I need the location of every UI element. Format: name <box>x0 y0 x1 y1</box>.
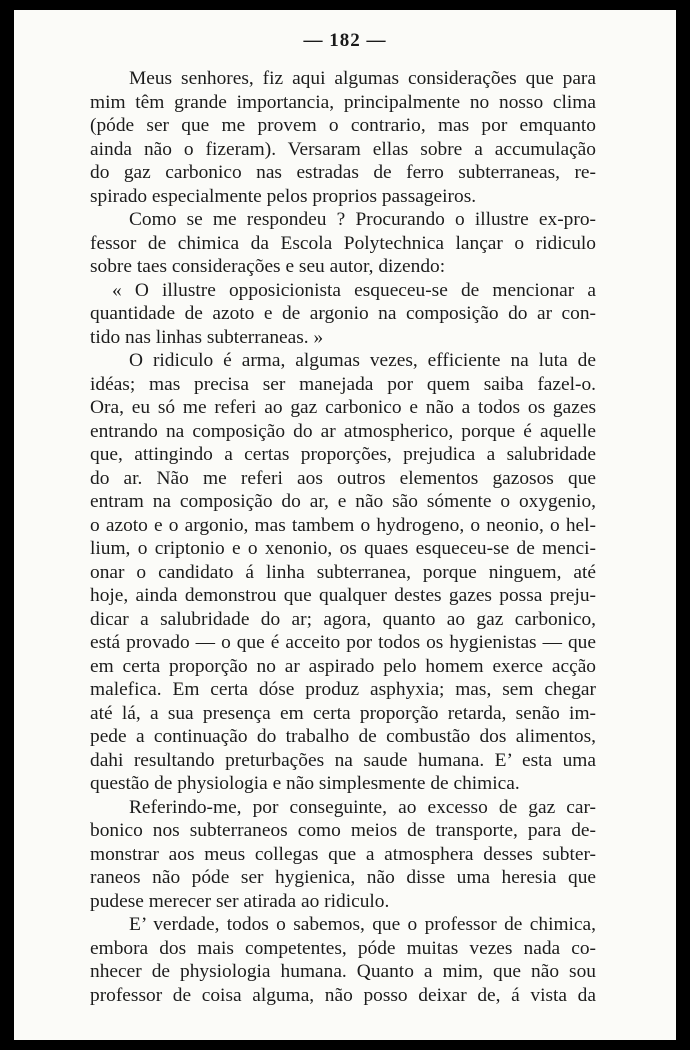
text-line: malefica. Em certa dóse produz asphyxia; mas, sem chegar <box>90 679 596 700</box>
paragraph <box>90 279 596 350</box>
text-line: onar o candidato á linha subterranea, porque ninguem, até <box>90 561 596 583</box>
text-line: spirado especialmente pelos proprios passageiros. <box>90 185 477 207</box>
text-line: E’ verdade, todos o sabemos, que o professor de chimica, <box>129 914 596 935</box>
text-line: professor de coisa alguma, não posso deixar de, á vista da <box>90 984 596 1006</box>
text-line: fessor de chimica da Escola Polytechnica lançar o ridiculo <box>90 232 596 254</box>
text-line: lium, o criptonio e o xenonio, os quaes esqueceu-se de menci- <box>90 538 596 559</box>
text-line: hoje, ainda demonstrou que qualquer destes gazes possa preju- <box>90 585 596 606</box>
text-line: bonico nos subterraneos como meios de transporte, para de- <box>90 820 596 841</box>
text-line: do gaz carbonico nas estradas de ferro subterraneas, re- <box>90 162 596 183</box>
text-line: monstrar aos meus collegas que a atmosphera desses subter- <box>90 843 596 865</box>
text-line: (póde ser que me provem o contrario, mas por emquanto <box>90 115 596 136</box>
text-line: Ora, eu só me referi ao gaz carbonico e não a todos os gazes <box>90 397 596 418</box>
text-line: O ridiculo é arma, algumas vezes, efficiente na luta de <box>129 350 596 371</box>
text-line: o azoto e o argonio, mas tambem o hydrogeno, o neonio, o hel- <box>90 514 596 536</box>
text-line: raneos não póde ser hygienica, não disse uma heresia que <box>90 867 596 888</box>
paragraph <box>90 796 596 914</box>
text-line: nhecer de physiologia humana. Quanto a mim, que não sou <box>90 961 596 982</box>
text-line: ainda não o fizeram). Versaram ellas sobre a accumulação <box>90 138 596 160</box>
text-line: embora dos mais competentes, póde muitas vezes nada co- <box>90 937 596 959</box>
text-line: pede a continuação do trabalho de combustão dos alimentos, <box>90 726 596 747</box>
text-line: quantidade de azoto e de argonio na composição do ar con- <box>90 303 596 324</box>
text-line: Como se me respondeu ? Procurando o illustre ex-pro- <box>129 209 596 230</box>
text-line: dahi resultando preturbações na saude humana. E’ esta uma <box>90 749 596 771</box>
text-line: pudese merecer ser atirada ao ridiculo. <box>90 890 390 912</box>
text-line: entram na composição do ar, e não são sómente o oxygenio, <box>90 491 596 512</box>
text-line: que, attingindo a certas proporções, prejudica a salubridade <box>90 444 596 465</box>
text-line: em certa proporção no ar aspirado pelo homem exerce acção <box>90 655 596 677</box>
text-line: Meus senhores, fiz aqui algumas considerações que para <box>129 68 596 89</box>
text-line: « O illustre opposicionista esqueceu-se de mencionar a <box>112 279 596 301</box>
text-line: questão de physiologia e não simplesmente de chimica. <box>90 773 520 794</box>
page-number: — 182 — <box>303 30 387 51</box>
text-line: mim têm grande importancia, principalmente no nosso clima <box>90 91 596 113</box>
text-line: Referindo-me, por conseguinte, ao excesso de gaz car- <box>129 796 596 818</box>
book-page <box>14 10 676 1040</box>
text-line: do ar. Não me referi aos outros elementos gazosos que <box>90 467 596 489</box>
text-line: tido nas linhas subterraneas. » <box>90 326 324 348</box>
paragraph <box>90 208 596 279</box>
text-line: idéas; mas precisa ser manejada por quem saiba fazel-o. <box>90 373 596 395</box>
text-line: entrando na composição do ar atmospherico, porque é aquelle <box>90 420 596 442</box>
text-line: até lá, a sua presença em certa proporção retarda, senão im- <box>90 702 596 724</box>
paragraph <box>90 349 596 796</box>
text-line: dicar a salubridade do ar; agora, quanto ao gaz carbonico, <box>90 608 596 630</box>
text-line: sobre taes considerações e seu autor, dizendo: <box>90 256 446 277</box>
body-text <box>90 67 596 1007</box>
text-line: está provado — o que é acceito por todos os hygienistas — que <box>90 632 596 653</box>
paragraph <box>90 67 596 208</box>
paragraph <box>90 913 596 1007</box>
